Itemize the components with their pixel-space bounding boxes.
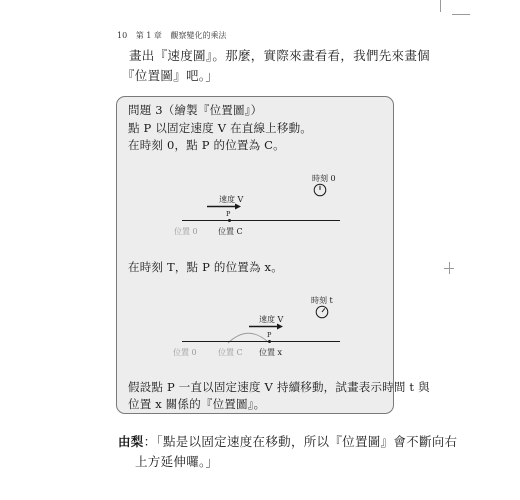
question-line-1: 假設點 P 一直以固定速度 V 持續移動，試畫表示時間 t 與 [128, 380, 430, 394]
crop-mark [440, 0, 441, 12]
number-line [182, 220, 340, 221]
answer-text: ：「點是以固定速度在移動，所以『位置圖』會不斷向右 [143, 434, 458, 449]
clock-label-time-t: 時刻 t [311, 296, 333, 305]
chapter-title: 觀察變化的乘法 [170, 31, 227, 40]
answer-line-1 [118, 432, 457, 452]
problem-line-2: 在時刻 0，點 P 的位置為 C。 [128, 138, 285, 152]
velocity-arrow [249, 323, 283, 330]
problem-title: 問題 3（繪製『位置圖』） [128, 103, 263, 117]
point-p [268, 340, 271, 343]
intro-line-1: 畫出『速度圖』。那麼，實際來畫看看，我們先來畫個 [129, 48, 430, 63]
position-0-label: 位置 0 [173, 348, 197, 357]
problem-line-1: 點 P 以固定速度 V 在直線上移動。 [128, 121, 312, 135]
position-c-label: 位置 C [218, 227, 243, 236]
point-p-label: P [226, 210, 231, 218]
velocity-label: 速度 V [259, 315, 284, 324]
question-line-2: 位置 x 關係的『位置圖』。 [128, 397, 266, 411]
clock-icon [315, 305, 329, 319]
clock-icon [313, 183, 327, 197]
position-x-label: 位置 x [259, 348, 283, 357]
velocity-label: 速度 V [219, 195, 244, 204]
answer-line-2: 上方延伸囉。」 [135, 454, 219, 469]
position-0-label: 位置 0 [174, 227, 198, 236]
position-c-label: 位置 C [218, 348, 243, 357]
chapter-number: 第 1 章 [135, 31, 162, 40]
problem-line-3: 在時刻 T，點 P 的位置為 x。 [128, 260, 283, 274]
number-line [182, 341, 340, 342]
clock-label-time-0: 時刻 0 [312, 174, 336, 183]
crop-mark [452, 14, 470, 15]
intro-line-2: 『位置圖』吧。」 [122, 68, 219, 83]
point-p [228, 219, 231, 222]
speaker-name: 由梨 [118, 434, 144, 449]
running-header [117, 30, 226, 41]
point-p-label: P [267, 331, 272, 339]
page-number: 10 [117, 31, 128, 40]
crop-mark [444, 268, 454, 269]
velocity-arrow [207, 203, 241, 210]
